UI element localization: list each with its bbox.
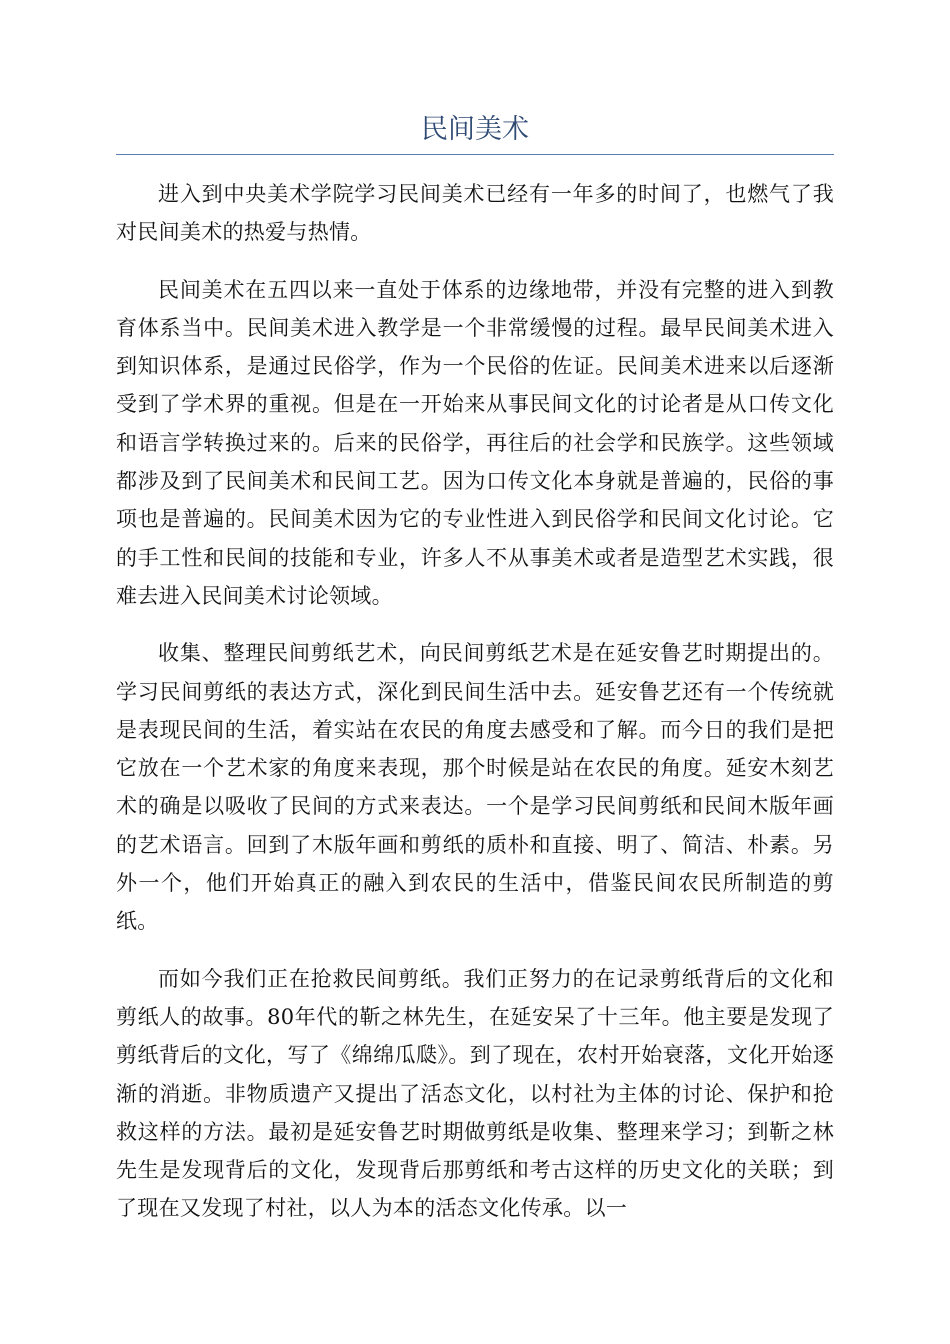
title-underline xyxy=(116,154,834,155)
paragraph-4: 而如今我们正在抢救民间剪纸。我们正努力的在记录剪纸背后的文化和剪纸人的故事。80年代的靳之林先生，在延安呆了十三年。他主要是发现了剪纸背后的文化，写了《绵绵瓜瓞》。到了现在，农村开始衰落，文化开始逐渐的消逝。非物质遗产又提出了活态文化，以村社为主体的讨论、保护和抢救这样的方法。最初是延安鲁艺时期做剪纸是收集、整理来学习；到靳之林先生是发现背后的文化，发现背后那剪纸和考古这样的历史文化的关联；到了现在又发现了村社，以人为本的活态文化传承。以一 xyxy=(116,966,834,1221)
document-body xyxy=(116,175,834,1247)
paragraph-1: 进入到中央美术学院学习民间美术已经有一年多的时间了，也燃气了我对民间美术的热爱与热情。 xyxy=(116,182,834,245)
paragraph-3: 收集、整理民间剪纸艺术，向民间剪纸艺术是在延安鲁艺时期提出的。学习民间剪纸的表达方式，深化到民间生活中去。延安鲁艺还有一个传统就是表现民间的生活，着实站在农民的角度去感受和了解。而今日的我们是把它放在一个艺术家的角度来表现，那个时候是站在农民的角度。延安木刻艺术的确是以吸收了民间的方式来表达。一个是学习民间剪纸和民间木版年画的艺术语言。回到了木版年画和剪纸的质朴和直接、明了、简洁、朴素。另外一个，他们开始真正的融入到农民的生活中，借鉴民间农民所制造的剪纸。 xyxy=(116,641,834,934)
page-title: 民间美术 xyxy=(421,114,529,145)
paragraph-2: 民间美术在五四以来一直处于体系的边缘地带，并没有完整的进入到教育体系当中。民间美术进入教学是一个非常缓慢的过程。最早民间美术进入到知识体系，是通过民俗学，作为一个民俗的佐证。民间美术进来以后逐渐受到了学术界的重视。但是在一开始来从事民间文化的讨论者是从口传文化和语言学转换过来的。后来的民俗学，再往后的社会学和民族学。这些领域都涉及到了民间美术和民间工艺。因为口传文化本身就是普遍的，民俗的事项也是普遍的。民间美术因为它的专业性进入到民俗学和民间文化讨论。它的手工性和民间的技能和专业，许多人不从事美术或者是造型艺术实践，很难去进入民间美术讨论领域。 xyxy=(116,277,834,608)
